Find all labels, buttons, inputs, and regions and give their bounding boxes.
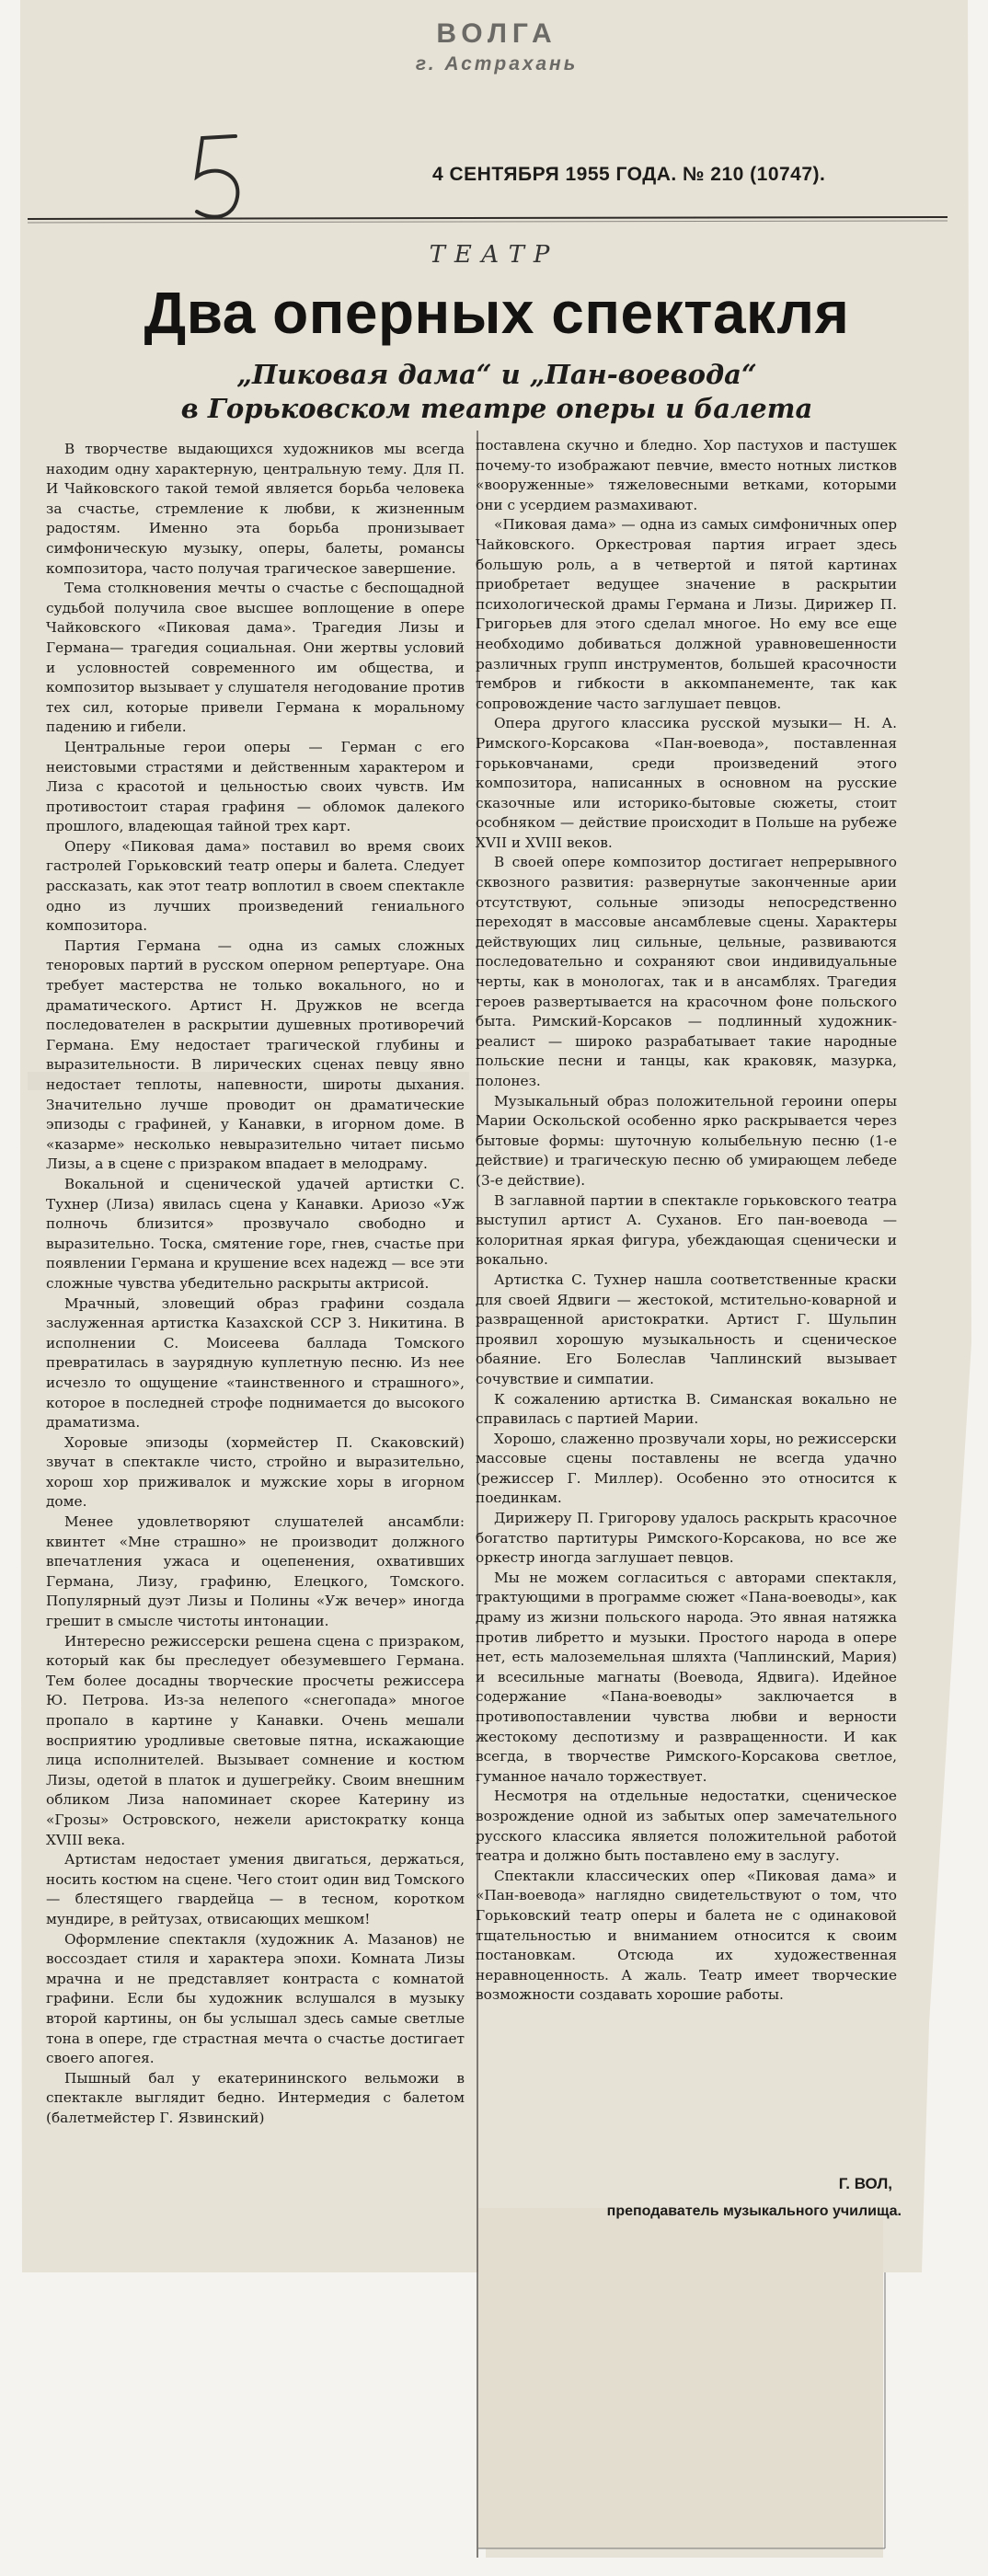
paragraph: Вокальной и сценической удачей артистки С. Тухнер (Лиза) явилась сцена у Канавки. Ариозо «Уж полночь близится» прозвучало свободно и выразительно. Тоска, смятение горе, гнев, счастье при появлении Германа и крушение всех надежд — все эти сложные чувства убедительно раскрыты актрисой. (46, 1175, 465, 1292)
article-headline: Два оперных спектакля (144, 280, 850, 346)
paragraph: Хоровые эпизоды (хормейстер П. Скаковский) звучат в спектакле чисто, стройно и выразительно, хорош хор приживалок и мужские хоры в игорном доме. (46, 1433, 465, 1511)
paragraph: Оперу «Пиковая дама» поставил во время своих гастролей Горьковский театр оперы и балета. Следует рассказать, как этот театр воплотил в своем спектакле одно из лучших произведений гениального композитора. (46, 837, 465, 935)
paragraph: Интересно режиссерски решена сцена с призраком, который как бы преследует обезумевшего Германа. Тем более досадны творческие просчеты режиссера Ю. Петрова. Из-за нелепого «снегопада» многое пропало в картине у Канавки. Очень мешали восприятию уродливые световые пятна, искажающие лица исполнителей. Вызывает сомнение и костюм Лизы, одетой в платок и душегрейку. Своим внешним обликом Лиза напоминает скорее Катерину из «Грозы» Островского, нежели аристократку конца XVIII века. (46, 1632, 465, 1848)
paragraph: Мрачный, зловещий образ графини создала заслуженная артистка Казахской ССР З. Никитина. В исполнении С. Моисеева баллада Томского превратилась в заурядную куплетную песню. Из нее исчезло то ощущение «таинственного и страшного», которое в последней строфе поднимается до высокого драматизма. (46, 1294, 465, 1432)
stamp-newspaper-name: ВОЛГА (436, 18, 557, 49)
paragraph: Оформление спектакля (художник А. Мазанов) не воссоздает стиля и характера эпохи. Комната Лизы мрачна и не представляет контраста с комнатой графини. Если бы художник вслушался в музыку второй картины, он бы услышал здесь самые светлые тона в опере, где страстная мечта о счастье достигает своего апогея. (46, 1930, 465, 2067)
paragraph: Пышный бал у екатерининского вельможи в спектакле выглядит бедно. Интермедия с балетом (балетмейстер Г. Язвинский) (46, 2069, 465, 2126)
newspaper-stamp (304, 18, 690, 75)
paragraph: Артистка С. Тухнер нашла соответственные краски для своей Ядвиги — жестокой, мстительно-коварной и развращенной аристократки. Артист Г. Шульпин проявил хорошую музыкальность и сценическое обаяние. Его Болеслав Чаплинский вызывает сочувствие и симпатии. (476, 1271, 897, 1387)
article-column-left (46, 440, 465, 2128)
author-signature: Г. ВОЛ, (838, 2175, 892, 2192)
paragraph: Дирижеру П. Григорову удалось раскрыть красочное богатство партитуры Римского-Корсакова, но все же оркестр иногда заглушает певцов. (476, 1510, 897, 1567)
paragraph: Опера другого классика русской музыки— Н. А. Римского-Корсакова «Пан-воевода», поставленная горьковчанами, среди произведений этого композитора, написанных в основном на русские сказочные или историко-бытовые сюжеты, стоит особняком — действие происходит в Польше на рубеже XVII и XVIII веков. (476, 715, 897, 851)
paragraph: Менее удовлетворяют слушателей ансамбли: квинтет «Мне страшно» не производит должного впечатления ужаса и оцепенения, охвативших Германа, Лизу, графиню, Елецкого, Томского. Популярный дуэт Лизы и Полины «Уж вечер» иногда грешит в смысле чистоты интонации. (46, 1513, 465, 1630)
paragraph: «Пиковая дама» — одна из самых симфоничных опер Чайковского. Оркестровая партия играет здесь большую роль, а в четвертой и пятой картинах приобретает ведущее значение в раскрытии психологической драмы Германа и Лизы. Дирижер П. Григорьев для этого сделал многое. Но ему все еще необходимо добиваться должной уравновешенности различных групп инструментов, большей красочности тембров и гибкости в аккомпанементе, так как сопровождение часто заглушает певцов. (476, 516, 897, 712)
paragraph: Артистам недостает умения двигаться, держаться, носить костюм на сцене. Чего стоит один вид Томского — блестящего гвардейца — в тесном, коротком мундире, в рейтузах, отвисающих мешком! (46, 1851, 465, 1927)
paragraph: В своей опере композитор достигает непрерывного сквозного развития: развернутые законченные арии отсутствуют, сольные эпизоды непосредственно переходят в массовые ансамблевые сцены. Характеры действующих лиц сильные, цельные, развиваются последовательно и сохраняют свои индивидуальные черты, как в монологах, так и в ансамблях. Трагедия героев развертывается на красочном фоне польского быта. Римский-Корсаков — подлинный художник-реалист — широко разрабатывает такие народные польские песни и танцы, как краковяк, мазурка, полонез. (476, 854, 897, 1089)
article-column-right (476, 436, 897, 2006)
paragraph: Центральные герои оперы — Герман с его неистовыми страстями и действенным характером и Лиза с красотой и цельностью своих чувств. Им противостоит старая графиня — обломок далекого прошлого, владеющая тайной трех карт. (46, 738, 465, 835)
handwritten-number-mark (184, 129, 248, 230)
paragraph: Музыкальный образ положительной героини оперы Марии Оскольской особенно ярко раскрывается через бытовые формы: шуточную колыбельную песню (1-е действие) и трагическую песню об умирающем лебеде (3-е действие). (476, 1092, 897, 1189)
paragraph: Партия Германа — одна из самых сложных теноровых партий в русском оперном репертуаре. Она требует мастерства не только вокального, но и драматического. Артист Н. Дружков не всегда последователен в раскрытии душевных противоречий Германа. Ему недостает трагической глубины и выразительности. В лирических сценах певцу явно недостает теплоты, напевности, широты дыхания. Значительно лучше проводит он драматические эпизоды с графиней, у Канавки, в игорном доме. В «казарме» несколько невыразительно читает письмо Лизы, а в сцене с призраком впадает в мелодраму. (46, 937, 465, 1173)
article-subhead-line2: в Горьковском театре оперы и балета (180, 393, 813, 424)
article-subhead-line1: „Пиковая дама“ и „Пан-воевода“ (236, 359, 757, 390)
paragraph: К сожалению артистка В. Симанская вокально не справилась с партией Марии. (476, 1390, 897, 1428)
paragraph: поставлена скучно и бледно. Хор пастухов и пастушек почему-то изображают певчие, вместо нотных листков «вооруженные» тяжеловесными ветками, которыми они с усердием размахивают. (476, 437, 897, 513)
issue-dateline: 4 СЕНТЯБРЯ 1955 ГОДА. № 210 (10747). (432, 164, 826, 185)
paragraph: В творчестве выдающихся художников мы всегда находим одну характерную, центральную тему. Для П. И Чайковского такой темой является борьба человека за счастье, стремление к любви, к жизненным радостям. Именно эта борьба пронизывает симфоническую музыку, оперы, балеты, романсы композитора, часто получая трагическое завершение. (46, 441, 465, 577)
paragraph: Несмотря на отдельные недостатки, сценическое возрождение одной из забытых опер замечательного русского классика является положительной работой театра и должно быть поставлено ему в заслугу. (476, 1788, 897, 1865)
paragraph: Тема столкновения мечты о счастье с беспощадной судьбой получила свое высшее воплощение в опере Чайковского «Пиковая дама». Трагедия Лизы и Германа— трагедия социальная. Они жертвы условий и условностей современного им общества, и композитор вызывает у слушателя негодование против тех сил, которые привели Германа к моральному падению и гибели. (46, 580, 465, 736)
paragraph: В заглавной партии в спектакле горьковского театра выступил артист А. Суханов. Его пан-воевода — колоритная яркая фигура, убеждающая сценически и вокально. (476, 1191, 897, 1269)
author-position: преподаватель музыкального училища. (606, 2203, 902, 2219)
paragraph: Спектакли классических опер «Пиковая дама» и «Пан-воевода» наглядно свидетельствуют о том, что Горьковский театр оперы и балета не с одинаковой тщательностью и вниманием относится к своим постановкам. Отсюда их художественная неравноценность. А жаль. Театр имеет творческие возможности создавать хорошие работы. (476, 1867, 897, 2004)
paragraph: Мы не можем согласиться с авторами спектакля, трактующими в программе сюжет «Пана-воеводы», как драму из жизни польского народа. Это явная натяжка против либретто и музыки. Простого народа в опере нет, есть малоземельная шляхта (Чаплинский, Мария) и всесильные магнаты (Воевода, Ядвига). Идейное содержание «Пана-воеводы» заключается в противопоставлении чувства любви и верности жестокому деспотизму и развращенности. И как всегда, в творчестве Римского-Корсакова светлое, гуманное начало торжествует. (476, 1569, 897, 1785)
paragraph: Хорошо, слаженно прозвучали хоры, но режиссерски массовые сцены поставлены не всегда удачно (режиссер Г. Миллер). Особенно это относится к поединкам. (476, 1430, 897, 1507)
section-rubric: ТЕАТР (429, 241, 559, 269)
stamp-city: г. Астрахань (415, 53, 579, 75)
